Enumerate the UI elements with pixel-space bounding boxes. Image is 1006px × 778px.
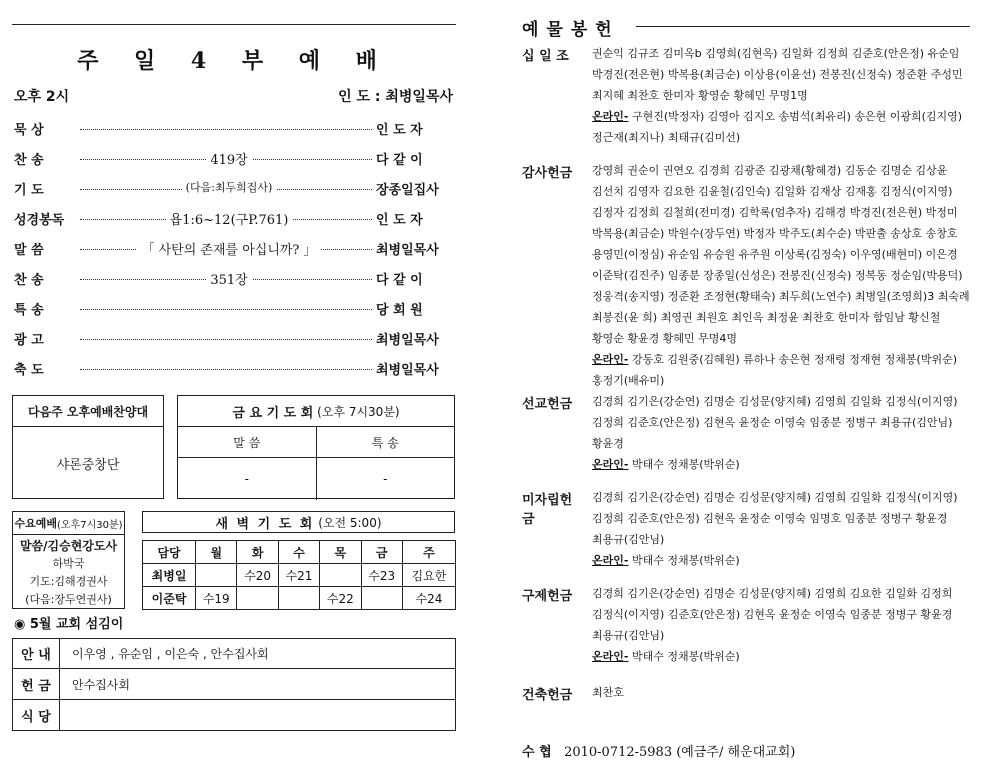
offering-name-line: 김선치 김영자 김요한 김윤철(김인숙) 김일화 김재상 김재홍 김정식(이지영) (592, 185, 953, 198)
dawn-cell: 최병일 (143, 564, 196, 587)
dawn-cell: 이준탁 (143, 587, 196, 610)
dawn-cell: 수20 (237, 564, 278, 587)
duty-value: 이우영 , 유순임 , 이은숙 , 안수집사회 (72, 647, 269, 661)
dawn-header-cell: 금 (361, 541, 402, 564)
offering-name-line: 김경희 김기은(강순연) 김명순 김성문(양지혜) 김영희 김일화 김정식(이지영) (592, 491, 958, 504)
dawn-cell (278, 587, 319, 610)
dawn-prayer-header (142, 511, 455, 533)
friday-prayer-box (177, 395, 455, 499)
order-detail-wrap (124, 269, 334, 288)
leader-dots (80, 309, 372, 310)
dawn-prayer-table (142, 540, 456, 610)
duty-label: 헌 금 (13, 669, 60, 699)
online-names: 박태수 정채봉(박위순) (631, 458, 740, 471)
order-row (14, 239, 454, 261)
friday-prayer-header (178, 396, 454, 427)
order-row (14, 149, 454, 171)
offering-title: 예물봉헌 (522, 20, 620, 40)
dawn-row (143, 587, 456, 610)
dawn-prayer-title: 새 벽 기 도 회 (215, 516, 315, 532)
dawn-header-row (143, 541, 456, 564)
offering-name-line: 용영민(이정심) 유순임 유승원 유주원 이상록(김정숙) 이우영(배현미) 이은경 (592, 248, 958, 261)
offering-name-line: 김경희 김기은(강순연) 김명순 김성문(양지혜) 김영희 김일화 김정식(이지영) (592, 395, 958, 408)
offering-name-line: 김경희 김기은(강순연) 김명순 김성문(양지혜) 김영희 김요한 김일화 김정희 (592, 587, 953, 600)
order-label: 특 송 (14, 303, 44, 318)
duty-row (12, 638, 456, 669)
offering-name-line: 황영순 황윤경 황혜민 무명4명 (592, 332, 737, 345)
service-title: 주 일 4 부 예 배 (77, 48, 391, 74)
dawn-row (143, 564, 456, 587)
dawn-cell (320, 564, 361, 587)
offering-name-line: 정웅격(송지영) 정준환 조정현(황태숙) 최두희(노연수) 최병일(조영희)3 최숙례 (592, 290, 970, 303)
wednesday-time: (오후7시30분) (56, 519, 123, 531)
dawn-header-cell: 화 (237, 541, 278, 564)
order-person: 당 회 원 (376, 303, 423, 318)
online-label: 온라인- (592, 110, 629, 123)
account-number: 2010-0712-5983 (예금주/ 해운대교회) (564, 745, 796, 760)
online-name-line (592, 550, 972, 571)
friday-special-header: 특 송 (371, 435, 399, 450)
offering-name-line: 김정희 김준호(안은정) 김현옥 윤정순 이영숙 임명호 임종분 정병구 황윤경 (592, 512, 948, 525)
offering-names (592, 43, 972, 148)
choir-name: 샤론중창단 (56, 457, 120, 473)
online-name-line (592, 370, 972, 391)
wednesday-prayer: 기도:김해경권사 (29, 575, 108, 588)
order-row (14, 209, 454, 231)
order-person: 인 도 자 (376, 213, 423, 228)
order-label: 찬 송 (14, 273, 44, 288)
leader-dots (80, 339, 372, 340)
offering-category: 십 일 조 (522, 49, 569, 64)
friday-special-value: - (383, 472, 388, 486)
friday-prayer-time: (오후 7시30분) (317, 404, 400, 419)
order-row (14, 269, 454, 291)
online-names: 강동호 김원중(김혜원) 류하나 송은현 정재령 정재현 정채봉(박위순) (631, 353, 957, 366)
wednesday-text: 하박국 (52, 557, 85, 570)
order-detail-wrap (124, 149, 334, 168)
dawn-header-cell: 월 (196, 541, 237, 564)
dawn-header-cell: 수 (278, 541, 319, 564)
online-label: 온라인- (592, 554, 629, 567)
online-names: 구현진(박정자) 김영아 김지오 송범석(최유리) 송은현 이광희(김지영) (631, 110, 963, 123)
online-name-line (592, 454, 972, 475)
wednesday-next-prayer: (다음:장두연권사) (25, 593, 112, 606)
offering-name-line: 최용규(김안님) (592, 629, 665, 642)
order-label: 축 도 (14, 363, 44, 378)
order-row (14, 359, 454, 381)
choir-box (12, 395, 164, 499)
order-person: 인 도 자 (376, 123, 423, 138)
order-detail-wrap (124, 209, 334, 228)
offering-category: 구제헌금 (522, 589, 573, 604)
leader-dots (80, 129, 372, 130)
online-names: 박태수 정채봉(박위순) (631, 554, 740, 567)
offering-name-line: 박경진(전은현) 박복용(최금순) 이상용(이윤선) 전봉진(신정숙) 정준환 주성민 (592, 68, 963, 81)
offering-title-rule (636, 26, 970, 27)
title-rule (12, 24, 456, 25)
online-label: 온라인- (592, 353, 629, 366)
order-row (14, 299, 454, 321)
online-name-line (592, 106, 972, 127)
online-name-line (592, 349, 972, 370)
offering-name-line: 최지혜 최찬호 한미자 황영순 황혜민 무명1명 (592, 89, 808, 102)
dawn-cell: 김요한 (402, 564, 455, 587)
wednesday-box (12, 511, 125, 609)
offering-name-line: 김정희 김준호(안은정) 김현옥 윤정순 이영숙 임종분 정병구 최용규(김안님) (592, 416, 953, 429)
offering-names (592, 487, 972, 571)
duty-row (12, 700, 456, 731)
order-row (14, 119, 454, 141)
online-name-line (592, 127, 972, 148)
friday-sermon-header: 말 씀 (178, 427, 317, 457)
duty-title: ◉ 5월 교회 섬김이 (14, 617, 124, 632)
dawn-cell: 수21 (278, 564, 319, 587)
offering-category: 선교헌금 (522, 397, 573, 412)
online-label: 온라인- (592, 458, 629, 471)
wednesday-header-row (13, 512, 124, 535)
order-detail: (다음:최두희집사) (182, 181, 277, 194)
dawn-header-cell: 주 (402, 541, 455, 564)
order-label: 묵 상 (14, 123, 44, 138)
offering-names (592, 391, 972, 475)
order-person: 최병일목사 (376, 333, 439, 348)
dawn-header-cell: 목 (320, 541, 361, 564)
service-leader: 인 도 : 최병일목사 (338, 89, 453, 105)
duty-label: 식 당 (13, 700, 60, 730)
wednesday-title: 수요예배 (14, 517, 57, 530)
dawn-cell: 수24 (402, 587, 455, 610)
account-line (522, 741, 795, 760)
order-detail-wrap (124, 179, 334, 195)
duty-table (12, 638, 456, 731)
offering-name-line: 최봉진(윤 희) 최영권 최원호 최인옥 최정윤 최찬호 한미자 함임남 황신철 (592, 311, 941, 324)
order-person: 최병일목사 (376, 363, 439, 378)
order-label: 기 도 (14, 183, 44, 198)
online-label: 온라인- (592, 650, 629, 663)
order-label: 광 고 (14, 333, 44, 348)
order-person: 다 같 이 (376, 153, 423, 168)
duty-label: 안 내 (13, 639, 60, 668)
order-detail-wrap (124, 239, 334, 258)
offering-names (592, 682, 972, 703)
online-names: 정근재(최지나) 최태규(김미선) (592, 131, 741, 144)
order-row (14, 179, 454, 201)
order-detail: 419장 (206, 153, 251, 168)
offering-name-line: 이준탁(김진주) 임종분 장종일(신성은) 전봉진(신정숙) 정복동 정순임(박용덕) (592, 269, 963, 282)
offering-name-line: 최용규(김안님) (592, 533, 665, 546)
offering-names (592, 160, 972, 391)
order-detail: 351장 (206, 273, 251, 288)
order-label: 찬 송 (14, 153, 44, 168)
order-person: 최병일목사 (376, 243, 439, 258)
offering-category: 건축헌금 (522, 688, 573, 703)
order-person: 장종일집사 (376, 183, 439, 198)
friday-prayer-title: 금 요 기 도 회 (232, 405, 314, 421)
offering-name-line: 황윤경 (592, 437, 624, 450)
account-bank: 수 협 (522, 745, 552, 760)
dawn-cell: 수19 (196, 587, 237, 610)
offering-name-line: 최찬호 (592, 686, 624, 699)
offering-name-line: 김정식(이지영) 김준호(안은정) 김현옥 윤정순 이영숙 임종분 정병구 황윤경 (592, 608, 953, 621)
order-label: 성경봉독 (14, 213, 65, 228)
service-time: 오후 2시 (14, 89, 70, 105)
offering-category: 감사헌금 (522, 166, 573, 181)
dawn-cell (196, 564, 237, 587)
friday-sermon-value: - (178, 458, 317, 500)
offering-name-line: 권순익 김규조 김미옥b 김영희(김현옥) 김일화 김정희 김준호(안은정) 유순임 (592, 47, 960, 60)
duty-value: 안수집사회 (72, 677, 130, 692)
order-detail: 욥1:6~12(구P.761) (166, 213, 293, 228)
offering-category: 미자립헌금 (522, 493, 573, 527)
order-label: 말 씀 (14, 243, 44, 258)
dawn-cell (361, 587, 402, 610)
dawn-cell (237, 587, 278, 610)
dawn-cell: 수22 (320, 587, 361, 610)
offering-name-line: 김정자 김정희 김철희(전미경) 김학록(엄추자) 김해경 박경진(전은현) 박정미 (592, 206, 958, 219)
wednesday-sermon: 말씀/김승현강도사 (19, 539, 118, 553)
online-name-line (592, 646, 972, 667)
offering-names (592, 583, 972, 667)
online-names: 홍정기(배유미) (592, 374, 665, 387)
dawn-cell: 수23 (361, 564, 402, 587)
duty-value (60, 700, 455, 730)
order-row (14, 329, 454, 351)
dawn-prayer-time: (오전 5:00) (318, 515, 382, 530)
choir-header: 다음주 오후예배찬양대 (13, 396, 163, 427)
leader-dots (80, 369, 372, 370)
offering-name-line: 강영희 권순이 권연오 김경희 김광준 김광채(황혜경) 김동순 김명순 김상윤 (592, 164, 948, 177)
duty-row (12, 669, 456, 700)
offering-name-line: 박복용(최금순) 박원수(장두연) 박정자 박주도(최수순) 박판출 송상호 송창호 (592, 227, 958, 240)
dawn-header-cell: 담당 (143, 541, 196, 564)
order-detail: 「 사탄의 존재를 아십니까? 」 (137, 243, 320, 258)
online-names: 박태수 정채봉(박위순) (631, 650, 740, 663)
order-person: 다 같 이 (376, 273, 423, 288)
